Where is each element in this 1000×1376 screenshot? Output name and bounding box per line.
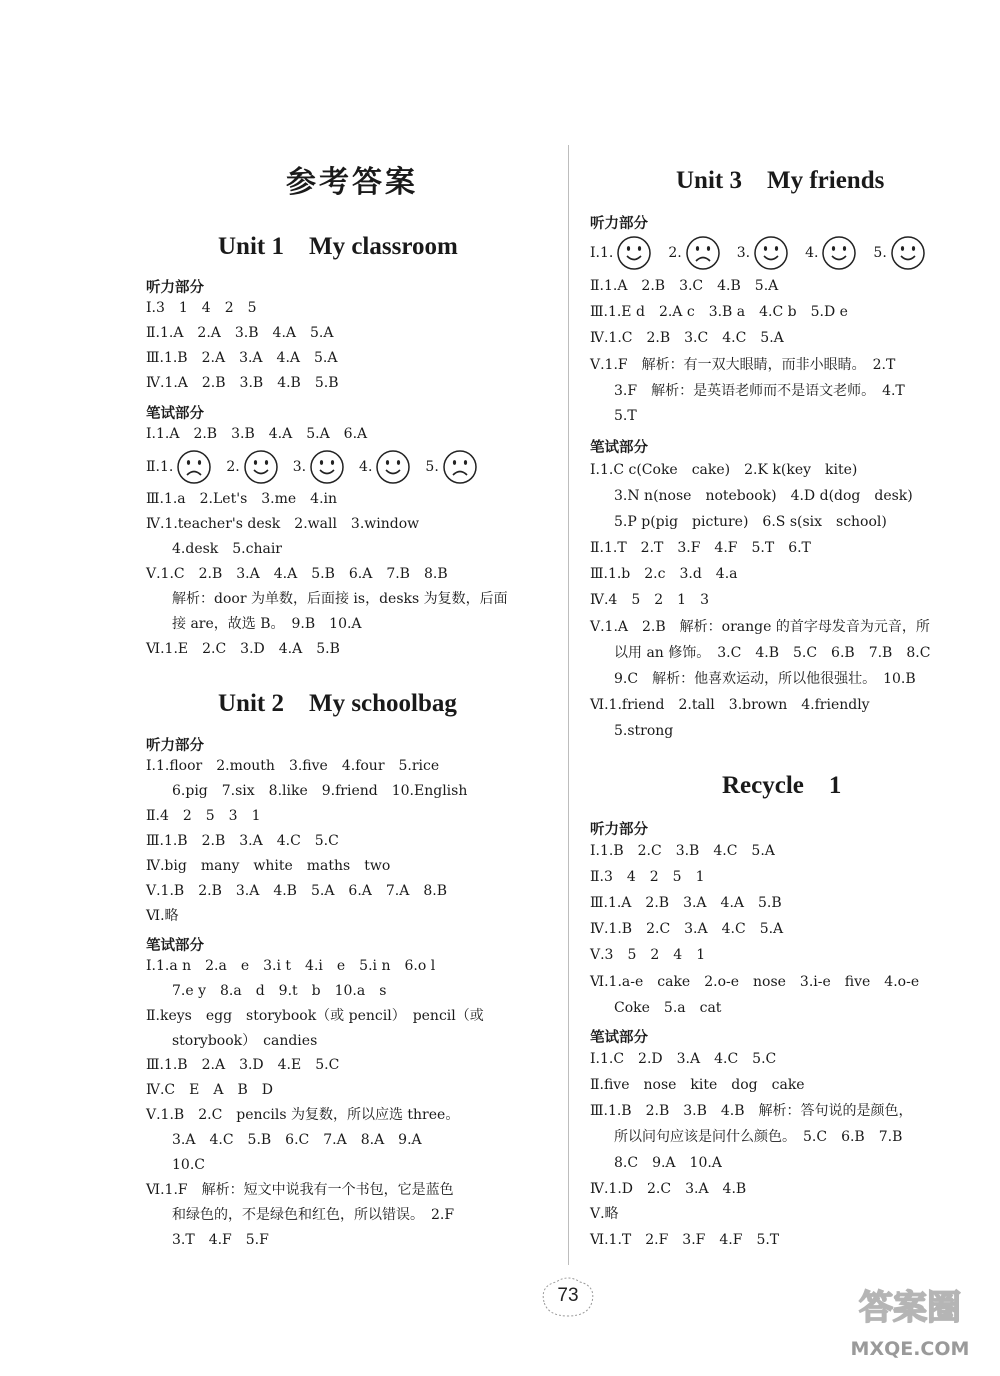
answer-line: 9.C 解析：他喜欢运动，所以他很强壮。 10.B — [614, 671, 916, 687]
face-prefix: Ⅱ.1. — [146, 459, 174, 475]
unit2-listen-label: 听力部分 — [146, 738, 204, 754]
recycle1-listen-label: 听力部分 — [590, 822, 648, 838]
answer-line: Ⅱ.3 4 2 5 1 — [590, 869, 705, 885]
sad-face-icon — [685, 235, 721, 271]
happy-face-icon — [243, 449, 279, 485]
answer-line: 接 are，故选 B。 9.B 10.A — [172, 616, 362, 632]
face-item — [359, 449, 411, 485]
face-item — [293, 449, 345, 485]
face-prefix: Ⅰ.1. — [590, 245, 614, 261]
happy-face-icon — [890, 235, 926, 271]
sad-face-icon — [176, 449, 212, 485]
watermark-top: 答案圈 — [859, 1288, 961, 1328]
face-label: 2. — [668, 245, 682, 261]
answer-line: Ⅲ.1.B 2.B 3.A 4.C 5.C — [146, 833, 339, 849]
unit3-face-row — [590, 235, 926, 271]
face-label: 5. — [873, 245, 887, 261]
answer-line: 7.e y 8.a d 9.t b 10.a s — [172, 983, 387, 999]
watermark-logo — [835, 1275, 985, 1365]
sad-face-icon — [442, 449, 478, 485]
answer-line: 4.desk 5.chair — [172, 541, 283, 557]
answer-line: 3.A 4.C 5.B 6.C 7.A 8.A 9.A — [172, 1132, 422, 1148]
answer-line: Ⅴ.略 — [590, 1206, 619, 1222]
answer-line: Ⅰ.1.C c(Coke cake) 2.K k(key kite) — [590, 462, 858, 478]
answer-line: Ⅰ.1.C 2.D 3.A 4.C 5.C — [590, 1051, 777, 1067]
answer-line: Ⅰ.1.a n 2.a e 3.i t 4.i e 5.i n 6.o l — [146, 958, 436, 974]
happy-face-icon — [616, 235, 652, 271]
unit3-write-label: 笔试部分 — [590, 440, 648, 456]
answer-line: Ⅵ.1.T 2.F 3.F 4.F 5.T — [590, 1232, 780, 1248]
answer-line: Ⅳ.1.D 2.C 3.A 4.B — [590, 1181, 747, 1197]
face-item — [590, 235, 652, 271]
answer-line: Ⅲ.1.B 2.A 3.A 4.A 5.A — [146, 350, 338, 366]
answer-line: Ⅴ.1.C 2.B 3.A 4.A 5.B 6.A 7.B 8.B — [146, 566, 448, 582]
answer-line: Ⅳ.4 5 2 1 3 — [590, 592, 709, 608]
answer-line: Ⅳ.big many white maths two — [146, 858, 391, 874]
answer-line: Ⅰ.1.floor 2.mouth 3.five 4.four 5.rice — [146, 758, 440, 774]
answer-line: Ⅲ.1.a 2.Let's 3.me 4.in — [146, 491, 338, 507]
answer-line: Ⅱ.1.A 2.B 3.C 4.B 5.A — [590, 278, 779, 294]
face-item — [146, 449, 212, 485]
watermark-bottom: MXQE.COM — [850, 1338, 970, 1360]
answer-line: 解析：door 为单数，后面接 is，desks 为复数，后面 — [172, 591, 508, 607]
answer-line: Ⅲ.1.E d 2.A c 3.B a 4.C b 5.D e — [590, 304, 848, 320]
answer-line: 10.C — [172, 1157, 205, 1173]
answer-line: Ⅲ.1.B 2.B 3.B 4.B 解析：答句说的是颜色， — [590, 1103, 913, 1119]
column-divider — [568, 145, 569, 1265]
page-title: 参考答案 — [286, 165, 418, 200]
answer-line: Ⅳ.1.teacher's desk 2.wall 3.window — [146, 516, 420, 532]
answer-line: Ⅱ.five nose kite dog cake — [590, 1077, 805, 1093]
happy-face-icon — [375, 449, 411, 485]
unit1-face-row — [146, 449, 478, 485]
happy-face-icon — [309, 449, 345, 485]
face-label: 4. — [805, 245, 819, 261]
face-item — [226, 449, 278, 485]
answer-line: Ⅳ.1.B 2.C 3.A 4.C 5.A — [590, 921, 784, 937]
answer-line: Coke 5.a cat — [614, 1000, 722, 1016]
answer-line: Ⅰ.1.A 2.B 3.B 4.A 5.A 6.A — [146, 426, 368, 442]
answer-line: Ⅳ.1.A 2.B 3.B 4.B 5.B — [146, 375, 339, 391]
answer-line: 6.pig 7.six 8.like 9.friend 10.English — [172, 783, 468, 799]
answer-line: Ⅲ.1.A 2.B 3.A 4.A 5.B — [590, 895, 782, 911]
answer-line: Ⅱ.keys egg storybook（或 pencil） pencil（或 — [146, 1008, 484, 1024]
answer-line: 3.F 解析：是英语老师而不是语文老师。 4.T — [614, 383, 905, 399]
answer-line: 5.strong — [614, 723, 674, 739]
answer-line: Ⅳ.C E A B D — [146, 1082, 273, 1098]
answer-line: Ⅴ.1.A 2.B 解析：orange 的首字母发音为元音，所 — [590, 619, 930, 635]
face-item — [668, 235, 720, 271]
face-item — [805, 235, 857, 271]
unit3-title: Unit 3 My friends — [676, 167, 885, 194]
unit1-listen-label: 听力部分 — [146, 280, 204, 296]
answer-line: Ⅴ.1.F 解析：有一双大眼睛，而非小眼睛。 2.T — [590, 357, 896, 373]
answer-line: 3.T 4.F 5.F — [172, 1232, 269, 1248]
answer-line: Ⅱ.4 2 5 3 1 — [146, 808, 261, 824]
answer-line: Ⅴ.3 5 2 4 1 — [590, 947, 706, 963]
face-item — [873, 235, 925, 271]
unit2-write-label: 笔试部分 — [146, 938, 204, 954]
answer-line: Ⅵ.1.F 解析：短文中说我有一个书包，它是蓝色 — [146, 1182, 454, 1198]
answer-line: Ⅵ.略 — [146, 908, 179, 924]
unit1-write-label: 笔试部分 — [146, 406, 204, 422]
page-number: 73 — [557, 1285, 579, 1306]
unit1-title: Unit 1 My classroom — [218, 233, 458, 260]
face-label: 5. — [425, 459, 439, 475]
answer-line: 5.P p(pig picture) 6.S s(six school) — [614, 514, 887, 530]
answer-line: 3.N n(nose notebook) 4.D d(dog desk) — [614, 488, 913, 504]
face-label: 2. — [226, 459, 240, 475]
answer-line: 5.T — [614, 408, 637, 424]
answer-line: Ⅳ.1.C 2.B 3.C 4.C 5.A — [590, 330, 784, 346]
answer-line: 所以问句应该是问什么颜色。 5.C 6.B 7.B — [614, 1129, 903, 1145]
answer-line: 以用 an 修饰。 3.C 4.B 5.C 6.B 7.B 8.C — [614, 645, 931, 661]
unit2-title: Unit 2 My schoolbag — [218, 690, 457, 717]
answer-line: Ⅰ.1.B 2.C 3.B 4.C 5.A — [590, 843, 775, 859]
recycle1-title: Recycle 1 — [722, 772, 842, 799]
unit3-listen-label: 听力部分 — [590, 216, 648, 232]
happy-face-icon — [753, 235, 789, 271]
face-item — [737, 235, 789, 271]
face-label: 3. — [736, 245, 751, 261]
answer-line: Ⅵ.1.E 2.C 3.D 4.A 5.B — [146, 641, 340, 657]
answer-line: Ⅴ.1.B 2.B 3.A 4.B 5.A 6.A 7.A 8.B — [146, 883, 448, 899]
answer-line: Ⅴ.1.B 2.C pencils 为复数，所以应选 three。 — [146, 1107, 460, 1123]
answer-line: Ⅱ.1.A 2.A 3.B 4.A 5.A — [146, 325, 334, 341]
answer-line: Ⅰ.3 1 4 2 5 — [146, 300, 257, 316]
answer-line: Ⅲ.1.b 2.c 3.d 4.a — [590, 566, 738, 582]
face-label: 4. — [359, 459, 373, 475]
answer-line: 和绿色的，不是绿色和红色，所以错误。 2.F — [172, 1207, 455, 1223]
answer-line: 8.C 9.A 10.A — [614, 1155, 722, 1171]
recycle1-write-label: 笔试部分 — [590, 1030, 648, 1046]
answer-line: Ⅵ.1.a-e cake 2.o-e nose 3.i-e five 4.o-e — [590, 974, 920, 990]
face-label: 3. — [292, 459, 307, 475]
happy-face-icon — [821, 235, 857, 271]
answer-line: Ⅱ.1.T 2.T 3.F 4.F 5.T 6.T — [590, 540, 811, 556]
answer-line: storybook） candies — [172, 1033, 318, 1049]
answer-line: Ⅵ.1.friend 2.tall 3.brown 4.friendly — [590, 697, 870, 713]
answer-line: Ⅲ.1.B 2.A 3.D 4.E 5.C — [146, 1057, 340, 1073]
face-item — [425, 449, 477, 485]
